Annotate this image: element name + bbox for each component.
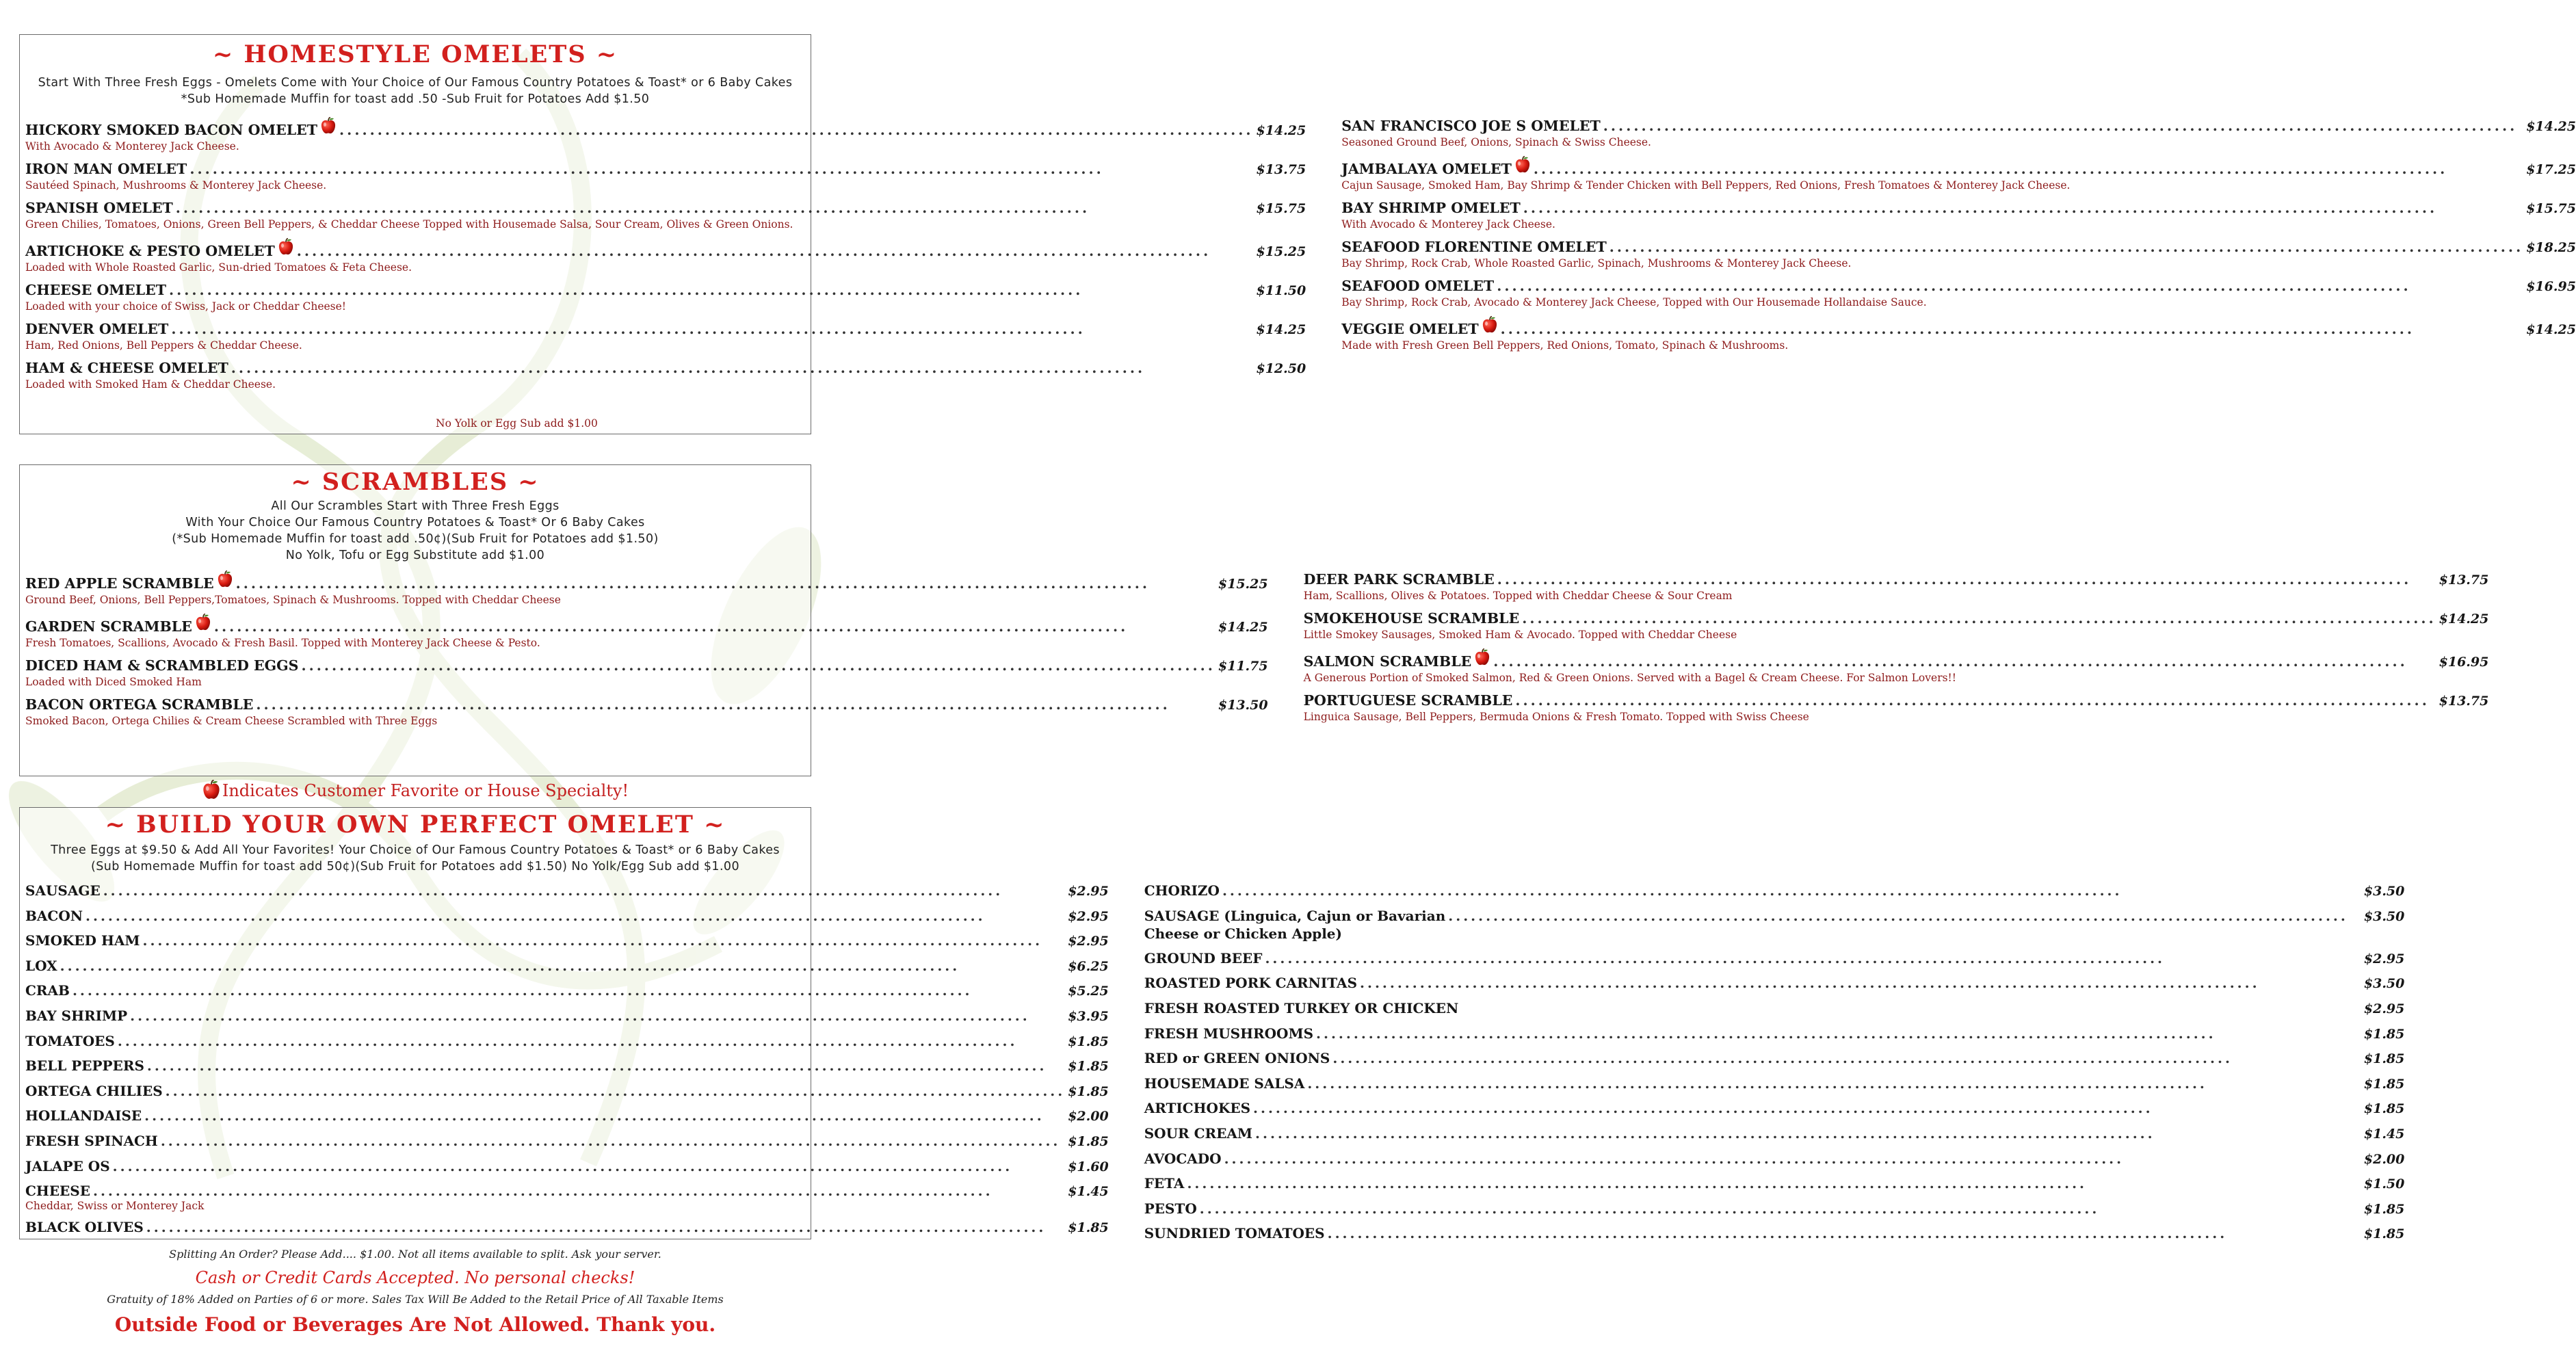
menu-item-heading (1144, 971, 2405, 997)
build-right-column (1116, 879, 2405, 1247)
menu-item-price: $1.85 (2363, 1226, 2405, 1242)
menu-item-denver-omelet (25, 320, 1306, 352)
leader-dots (103, 879, 1066, 904)
menu-item-heading (25, 904, 1109, 930)
menu-item-name: BACON (25, 907, 83, 924)
menu-item-description: Fresh Tomatoes, Scallions, Avocado & Fresh Basil. Topped with Monterey Jack Cheese & Pesto. (25, 637, 540, 649)
leader-dots (1307, 1072, 2361, 1096)
menu-item-description: With Avocado & Monterey Jack Cheese. (25, 140, 239, 153)
menu-item-heading (25, 1004, 1109, 1029)
menu-item-heading (1341, 277, 2576, 295)
menu-item-ground-beef (1144, 947, 2405, 972)
menu-item-description: Loaded with Diced Smoked Ham (25, 676, 202, 688)
menu-item-heading (25, 199, 1306, 218)
red-apple-icon (278, 238, 294, 256)
menu-item-description: Loaded with Smoked Ham & Cheddar Cheese. (25, 378, 276, 391)
red-apple-icon (217, 570, 233, 588)
leader-dots (301, 657, 1215, 674)
menu-item-heading (25, 570, 1268, 593)
leader-dots (256, 696, 1215, 713)
menu-item-bell-peppers (25, 1054, 1109, 1079)
menu-item-name: CHORIZO (1144, 882, 1220, 899)
leader-dots (1448, 904, 2361, 929)
menu-item-price: $15.75 (2526, 201, 2576, 216)
menu-item-heading (25, 614, 1268, 636)
leader-dots (1187, 1172, 2361, 1196)
menu-item-price: $1.85 (1068, 1133, 1109, 1149)
scrambles-title: ~ SCRAMBLES ~ (291, 468, 540, 496)
menu-item-price: $1.85 (1068, 1220, 1109, 1235)
menu-item-price: $16.95 (2439, 655, 2489, 670)
leader-dots (1360, 971, 2361, 996)
menu-item-price: $15.25 (1256, 244, 1306, 259)
leader-dots (161, 1129, 1065, 1154)
menu-item-description: Bay Shrimp, Rock Crab, Avocado & Monterey Jack Cheese, Topped with Our Housemade Hollandaise Sauce. (1341, 296, 1927, 308)
menu-item-san-francisco-joe-s-omelet (1341, 117, 2576, 149)
menu-item-description: Sautéed Spinach, Mushrooms & Monterey Jack Cheese. (25, 179, 327, 192)
leader-dots (1328, 1222, 2361, 1246)
build-left-column (25, 879, 1116, 1247)
leader-dots (1316, 1022, 2361, 1047)
menu-item-price: $14.25 (1256, 123, 1306, 138)
omelets-title: ~ HOMESTYLE OMELETS ~ (212, 40, 618, 68)
menu-item-portuguese-scramble (1304, 692, 2489, 724)
menu-item-description: Ground Beef, Onions, Bell Peppers,Tomatoes, Spinach & Mushrooms. Topped with Cheddar Cheese (25, 594, 561, 606)
menu-item-avocado (1144, 1147, 2405, 1172)
menu-item-name: SOUR CREAM (1144, 1124, 1253, 1142)
menu-item-name: JAMBALAYA OMELET (1341, 161, 1512, 177)
leader-dots (1497, 277, 2523, 295)
menu-item-description: Linguica Sausage, Bell Peppers, Bermuda Onions & Fresh Tomato. Topped with Swiss Cheese (1303, 711, 1809, 723)
menu-item-roasted-pork-carnitas (1144, 971, 2405, 997)
menu-item-heading (1341, 117, 2576, 135)
menu-item-price: $13.75 (2439, 573, 2489, 588)
menu-item-name: SAN FRANCISCO JOE S OMELET (1341, 118, 1601, 134)
menu-item-description: Ham, Scallions, Olives & Potatoes. Topped with Cheddar Cheese & Sour Cream (1303, 590, 1733, 602)
legend-text: Indicates Customer Favorite or House Specialty! (222, 781, 629, 800)
menu-item-heading (25, 879, 1109, 904)
menu-item-sundried-tomatoes (1144, 1222, 2405, 1247)
leader-dots (236, 575, 1215, 592)
leader-dots (1493, 653, 2436, 670)
leader-dots (143, 929, 1066, 953)
menu-item-name: CHEESE (25, 1183, 90, 1200)
leader-dots (1523, 199, 2524, 217)
menu-item-fresh-spinach (25, 1129, 1109, 1155)
menu-item-smokehouse-scramble (1304, 609, 2489, 642)
menu-item-iron-man-omelet (25, 160, 1306, 192)
leader-dots (73, 979, 1065, 1003)
menu-item-heading (1144, 1197, 2405, 1222)
menu-item-name: GROUND BEEF (1144, 949, 1263, 966)
build-intro: Three Eggs at $9.50 & Add All Your Favorites! Your Choice of Our Famous Country Potatoes & Toast* or 6 Baby Cakes (Sub Homemade Muffin for toast add 50¢)(Sub Fruit for Potatoes add $1.50) No Yolk/Egg Sub add $1.00 (51, 843, 780, 873)
menu-item-name: HAM & CHEESE OMELET (25, 360, 228, 376)
menu-item-name: BLACK OLIVES (25, 1218, 144, 1235)
menu-item-heading (25, 238, 1306, 261)
menu-item-bacon (25, 904, 1109, 930)
menu-item-price: $13.75 (1256, 162, 1306, 177)
menu-item-price: $1.45 (2363, 1126, 2405, 1142)
omelets-left-column (25, 117, 1313, 398)
menu-item-price: $13.50 (1218, 698, 1268, 713)
menu-item-heading (1341, 199, 2576, 218)
scrambles-intro (20, 497, 811, 564)
split-order-note: Splitting An Order? Please Add.... $1.00. Not all items available to split. Ask your server. (169, 1248, 661, 1261)
menu-item-name: SEAFOOD OMELET (1341, 278, 1495, 294)
scrambles-right-column (1275, 570, 2489, 735)
menu-item-name: SPANISH OMELET (25, 200, 173, 216)
menu-item-name: SAUSAGE (Linguica, Cajun or Bavarian (1144, 907, 1446, 924)
outside-food-note: Outside Food or Beverages Are Not Allowed. Thank you. (114, 1313, 716, 1336)
red-apple-icon (320, 117, 337, 135)
menu-item-heading (25, 1054, 1109, 1079)
menu-item-name: SEAFOOD FLORENTINE OMELET (1341, 239, 1607, 255)
menu-item-price: $15.75 (1256, 201, 1306, 216)
menu-item-price: $13.75 (2439, 694, 2489, 709)
menu-item-price: $3.50 (2363, 884, 2405, 899)
menu-item-heading (25, 1104, 1109, 1129)
menu-item-description: Made with Fresh Green Bell Peppers, Red Onions, Tomato, Spinach & Mushrooms. (1341, 339, 1789, 352)
menu-item-price: $18.25 (2526, 240, 2576, 255)
menu-item-price: $1.85 (2363, 1026, 2405, 1042)
red-apple-icon (202, 780, 221, 800)
menu-item-hollandaise (25, 1104, 1109, 1129)
menu-item-price: $2.95 (2363, 951, 2405, 966)
leader-dots (1534, 160, 2523, 178)
menu-item-price: $2.00 (1068, 1109, 1109, 1124)
menu-item-garden-scramble (25, 614, 1268, 650)
leader-dots (1501, 320, 2524, 338)
menu-item-name: CHEESE OMELET (25, 282, 166, 298)
menu-item-name: DICED HAM & SCRAMBLED EGGS (25, 657, 299, 674)
menu-item-description: Smoked Bacon, Ortega Chilies & Cream Cheese Scrambled with Three Eggs (25, 715, 438, 727)
leader-dots (1255, 1122, 2361, 1146)
menu-item-heading (1144, 1122, 2405, 1147)
menu-item-price: $2.00 (2363, 1151, 2405, 1167)
menu-item-heading (1144, 1096, 2405, 1122)
menu-item-name: BAY SHRIMP (25, 1007, 128, 1024)
menu-item-sausage (25, 879, 1109, 904)
red-apple-icon (195, 614, 211, 631)
leader-dots (171, 320, 1253, 338)
menu-item-price: $1.45 (1068, 1184, 1109, 1200)
leader-dots (1222, 879, 2361, 904)
menu-item-description: Ham, Red Onions, Bell Peppers & Cheddar Cheese. (25, 339, 302, 352)
menu-item-diced-ham-scrambled-eggs (25, 657, 1268, 689)
menu-item-name: SALMON SCRAMBLE (1303, 653, 1472, 670)
menu-item-price: $15.25 (1218, 577, 1268, 592)
menu-item-fresh-roasted-turkey-or-chicken (1144, 997, 2405, 1022)
leader-dots (1497, 570, 2436, 588)
menu-item-price: $1.60 (1068, 1159, 1109, 1174)
menu-item-name: DENVER OMELET (25, 321, 169, 337)
omelets-right-column (1313, 117, 2576, 398)
menu-item-price: $3.50 (2363, 976, 2405, 992)
scrambles-left-column (25, 570, 1275, 735)
menu-item-lox (25, 954, 1109, 979)
leader-dots (176, 199, 1254, 217)
menu-item-name: SMOKED HAM (25, 932, 140, 949)
menu-item-name-continued: Cheese or Chicken Apple) (1144, 925, 1342, 943)
leader-dots (169, 281, 1254, 299)
menu-item-price: $1.85 (2363, 1051, 2405, 1067)
menu-item-price: $1.85 (1068, 1034, 1109, 1049)
menu-item-heading (1144, 1047, 2405, 1072)
menu-item-smoked-ham (25, 929, 1109, 954)
menu-item-name: BAY SHRIMP OMELET (1341, 200, 1521, 216)
menu-item-price: $17.25 (2526, 162, 2576, 177)
leader-dots (60, 954, 1066, 979)
scrambles-section (19, 464, 2489, 776)
leader-dots (231, 359, 1254, 377)
menu-item-price: $14.25 (2526, 322, 2576, 337)
menu-item-heading (25, 929, 1109, 954)
menu-item-red-apple-scramble (25, 570, 1268, 607)
menu-item-name: ARTICHOKE & PESTO OMELET (25, 243, 275, 259)
leader-dots (86, 904, 1065, 929)
homestyle-omelets-section (19, 34, 2576, 434)
menu-item-name: FRESH ROASTED TURKEY OR CHICKEN (1144, 999, 1459, 1016)
menu-item-heading (1144, 1222, 2405, 1247)
menu-item-heading (1341, 316, 2576, 339)
menu-item-name: PESTO (1144, 1200, 1197, 1217)
menu-item-heading (1144, 1172, 2405, 1197)
menu-item-sausage-linguica-cajun-or-bavarian (1144, 904, 2405, 947)
menu-item-price: $14.25 (1218, 620, 1268, 635)
menu-item-pesto (1144, 1197, 2405, 1222)
menu-item-price: $16.95 (2526, 279, 2576, 294)
menu-item-price: $14.25 (1256, 322, 1306, 337)
menu-item-description: With Avocado & Monterey Jack Cheese. (1341, 218, 1555, 231)
menu-item-heading (25, 281, 1306, 300)
menu-item-price: $11.50 (1256, 283, 1306, 298)
menu-item-description: Green Chilies, Tomatoes, Onions, Green Bell Peppers, & Cheddar Cheese Topped with Housemade Salsa, Sour Cream, Olives & Green Onions. (25, 218, 793, 231)
menu-item-cheese-omelet (25, 281, 1306, 313)
menu-item-salmon-scramble (1304, 648, 2489, 685)
menu-item-price: $1.85 (1068, 1083, 1109, 1099)
menu-item-name: JALAPE OS (25, 1157, 110, 1174)
menu-item-seafood-florentine-omelet (1341, 238, 2576, 270)
menu-item-name: ORTEGA CHILIES (25, 1082, 163, 1099)
menu-item-price: $1.85 (1068, 1059, 1109, 1075)
menu-item-cheese (25, 1179, 1109, 1213)
build-your-own-section (19, 807, 2405, 1242)
red-apple-icon (1514, 156, 1531, 174)
menu-item-name: SMOKEHOUSE SCRAMBLE (1303, 610, 1520, 627)
leader-dots (1522, 609, 2436, 627)
favorite-legend (0, 780, 830, 800)
red-apple-icon (1474, 648, 1490, 666)
menu-item-red-or-green-onions (1144, 1047, 2405, 1072)
menu-item-heading (25, 359, 1306, 378)
scrambles-intro-line: With Your Choice Our Famous Country Potatoes & Toast* Or 6 Baby Cakes (185, 516, 645, 529)
leader-dots (1200, 1197, 2361, 1222)
menu-item-crab (25, 979, 1109, 1004)
menu-item-price: $1.85 (2363, 1076, 2405, 1092)
leader-dots (339, 121, 1253, 139)
build-title: ~ BUILD YOUR OWN PERFECT OMELET ~ (105, 811, 726, 839)
scrambles-intro-line: (*Sub Homemade Muffin for toast add .50¢)(Sub Fruit for Potatoes add $1.50) (172, 532, 659, 546)
menu-item-heading (1144, 997, 2405, 1022)
menu-item-heading (25, 1155, 1109, 1180)
menu-item-heading (1304, 692, 2489, 710)
menu-item-name: TOMATOES (25, 1032, 115, 1049)
menu-item-price: $1.85 (2363, 1101, 2405, 1117)
leader-dots (93, 1179, 1065, 1204)
menu-item-deer-park-scramble (1304, 570, 2489, 603)
menu-item-artichoke-pesto-omelet (25, 238, 1306, 274)
leader-dots (166, 1079, 1066, 1104)
menu-item-heading (1144, 879, 2405, 904)
menu-item-name: IRON MAN OMELET (25, 161, 187, 177)
menu-item-artichokes (1144, 1096, 2405, 1122)
menu-item-heading (25, 696, 1268, 714)
menu-item-price: $2.95 (1068, 908, 1109, 924)
menu-item-heading (1341, 156, 2576, 179)
menu-item-name: FRESH MUSHROOMS (1144, 1025, 1314, 1042)
menu-item-name: CRAB (25, 982, 70, 999)
menu-item-chorizo (1144, 879, 2405, 904)
menu-item-name: DEER PARK SCRAMBLE (1303, 571, 1495, 588)
menu-item-name: SAUSAGE (25, 882, 101, 899)
menu-item-feta (1144, 1172, 2405, 1197)
menu-item-black-olives (25, 1215, 1109, 1241)
menu-item-name: HOLLANDAISE (25, 1107, 142, 1124)
menu-item-hickory-smoked-bacon-omelet (25, 117, 1306, 153)
menu-item-veggie-omelet (1341, 316, 2576, 352)
gratuity-note: Gratuity of 18% Added on Parties of 6 or more. Sales Tax Will Be Added to the Retail Price of All Taxable Items (107, 1293, 724, 1306)
menu-item-name: BACON ORTEGA SCRAMBLE (25, 696, 254, 713)
scrambles-intro-line: All Our Scrambles Start with Three Fresh Eggs (271, 499, 560, 513)
menu-item-name: ARTICHOKES (1144, 1100, 1251, 1117)
menu-item-description: Loaded with Whole Roasted Garlic, Sun-dried Tomatoes & Feta Cheese. (25, 261, 412, 274)
menu-item-housemade-salsa (1144, 1072, 2405, 1097)
leader-dots (118, 1029, 1065, 1054)
leader-dots (1265, 947, 2361, 971)
menu-item-price: $3.95 (1068, 1008, 1109, 1024)
menu-item-heading (25, 1079, 1109, 1105)
menu-item-jalape-os (25, 1155, 1109, 1180)
menu-item-seafood-omelet (1341, 277, 2576, 309)
menu-item-heading (25, 160, 1306, 179)
menu-item-price: $11.75 (1218, 659, 1268, 674)
menu-item-sour-cream (1144, 1122, 2405, 1147)
menu-item-price: $6.25 (1068, 958, 1109, 974)
menu-item-price: $1.85 (2363, 1201, 2405, 1217)
menu-item-heading (25, 657, 1268, 675)
menu-item-description: Loaded with your choice of Swiss, Jack or Cheddar Cheese! (25, 300, 347, 313)
leader-dots (1609, 238, 2523, 256)
menu-item-price: $14.25 (2526, 119, 2576, 134)
menu-item-heading (25, 954, 1109, 979)
menu-item-price: $14.25 (2439, 611, 2489, 627)
leader-dots (147, 1054, 1065, 1079)
menu-item-name: RED or GREEN ONIONS (1144, 1050, 1330, 1067)
menu-item-price: $3.50 (2363, 908, 2405, 924)
menu-item-name: ROASTED PORK CARNITAS (1144, 975, 1358, 992)
menu-item-heading (1304, 570, 2489, 589)
leader-dots (189, 160, 1253, 178)
menu-item-heading (25, 1215, 1109, 1241)
menu-item-name: FETA (1144, 1175, 1185, 1192)
menu-item-name: SUNDRIED TOMATOES (1144, 1225, 1325, 1242)
menu-item-name: HOUSEMADE SALSA (1144, 1075, 1305, 1092)
menu-item-heading (25, 320, 1306, 339)
leader-dots (297, 242, 1254, 260)
menu-item-price: $2.95 (1068, 934, 1109, 949)
menu-item-heading (1341, 238, 2576, 256)
menu-item-name: HICKORY SMOKED BACON OMELET (25, 122, 318, 138)
menu-item-name: LOX (25, 957, 57, 974)
menu-item-price: $12.50 (1256, 361, 1306, 376)
menu-item-description: Bay Shrimp, Rock Crab, Whole Roasted Garlic, Spinach, Mushrooms & Monterey Jack Cheese. (1341, 257, 1852, 269)
menu-item-name: BELL PEPPERS (25, 1057, 144, 1075)
leader-dots (1224, 1147, 2361, 1172)
menu-item-name: PORTUGUESE SCRAMBLE (1303, 692, 1513, 709)
menu-item-heading (25, 979, 1109, 1004)
leader-dots (1332, 1047, 2361, 1071)
menu-item-name: GARDEN SCRAMBLE (25, 618, 192, 635)
menu-item-heading (1144, 1147, 2405, 1172)
leader-dots (113, 1155, 1066, 1179)
menu-item-price: $2.95 (2363, 1001, 2405, 1016)
red-apple-icon (1482, 316, 1498, 334)
menu-item-description: Little Smokey Sausages, Smoked Ham & Avocado. Topped with Cheddar Cheese (1303, 629, 1737, 641)
leader-dots (144, 1104, 1065, 1129)
menu-item-heading (1144, 1072, 2405, 1097)
menu-item-heading (1304, 648, 2489, 671)
menu-item-name: RED APPLE SCRAMBLE (25, 575, 214, 592)
menu-item-name: AVOCADO (1144, 1150, 1222, 1167)
menu-item-heading (25, 117, 1306, 140)
menu-item-bay-shrimp (25, 1004, 1109, 1029)
menu-item-spanish-omelet (25, 199, 1306, 231)
menu-item-ham-cheese-omelet (25, 359, 1306, 391)
omelets-intro: Start With Three Fresh Eggs - Omelets Come with Your Choice of Our Famous Country Potatoes & Toast* or 6 Baby Cakes *Sub Homemade Muffin for toast add .50 -Sub Fruit for Potatoes Add $1.50 (38, 76, 793, 106)
leader-dots (146, 1215, 1065, 1240)
menu-item-heading (1144, 947, 2405, 972)
menu-item-name: FRESH SPINACH (25, 1132, 158, 1149)
leader-dots (1603, 117, 2523, 135)
menu-item-name: VEGGIE OMELET (1341, 321, 1479, 337)
menu-item-heading (1304, 609, 2489, 628)
menu-item-ortega-chilies (25, 1079, 1109, 1105)
omelets-no-yolk-note: No Yolk or Egg Sub add $1.00 (436, 417, 598, 430)
menu-item-description: Cajun Sausage, Smoked Ham, Bay Shrimp & Tender Chicken with Bell Peppers, Red Onions, Fresh Tomatoes & Monterey Jack Cheese. (1341, 179, 2071, 192)
menu-item-description: A Generous Portion of Smoked Salmon, Red & Green Onions. Served with a Bagel & Cream Cheese. For Salmon Lovers!! (1303, 672, 1957, 684)
scrambles-intro-line: No Yolk, Tofu or Egg Substitute add $1.00 (285, 549, 545, 562)
menu-item-price: $2.95 (1068, 884, 1109, 899)
menu-item-heading (1144, 1022, 2405, 1047)
leader-dots (214, 618, 1215, 635)
leader-dots (1253, 1096, 2361, 1121)
menu-item-heading (25, 1129, 1109, 1155)
menu-item-description: Seasoned Ground Beef, Onions, Spinach & Swiss Cheese. (1341, 136, 1651, 148)
payment-note: Cash or Credit Cards Accepted. No personal checks! (195, 1268, 635, 1287)
menu-item-tomatoes (25, 1029, 1109, 1055)
menu-item-fresh-mushrooms (1144, 1022, 2405, 1047)
menu-item-bay-shrimp-omelet (1341, 199, 2576, 231)
leader-dots (130, 1004, 1065, 1029)
menu-item-price: $1.50 (2363, 1176, 2405, 1192)
menu-item-price: $5.25 (1068, 984, 1109, 999)
menu-item-description: Cheddar, Swiss or Monterey Jack (25, 1199, 205, 1212)
menu-item-jambalaya-omelet (1341, 156, 2576, 192)
menu-item-bacon-ortega-scramble (25, 696, 1268, 728)
leader-dots (1515, 692, 2436, 709)
menu-item-heading (25, 1029, 1109, 1055)
